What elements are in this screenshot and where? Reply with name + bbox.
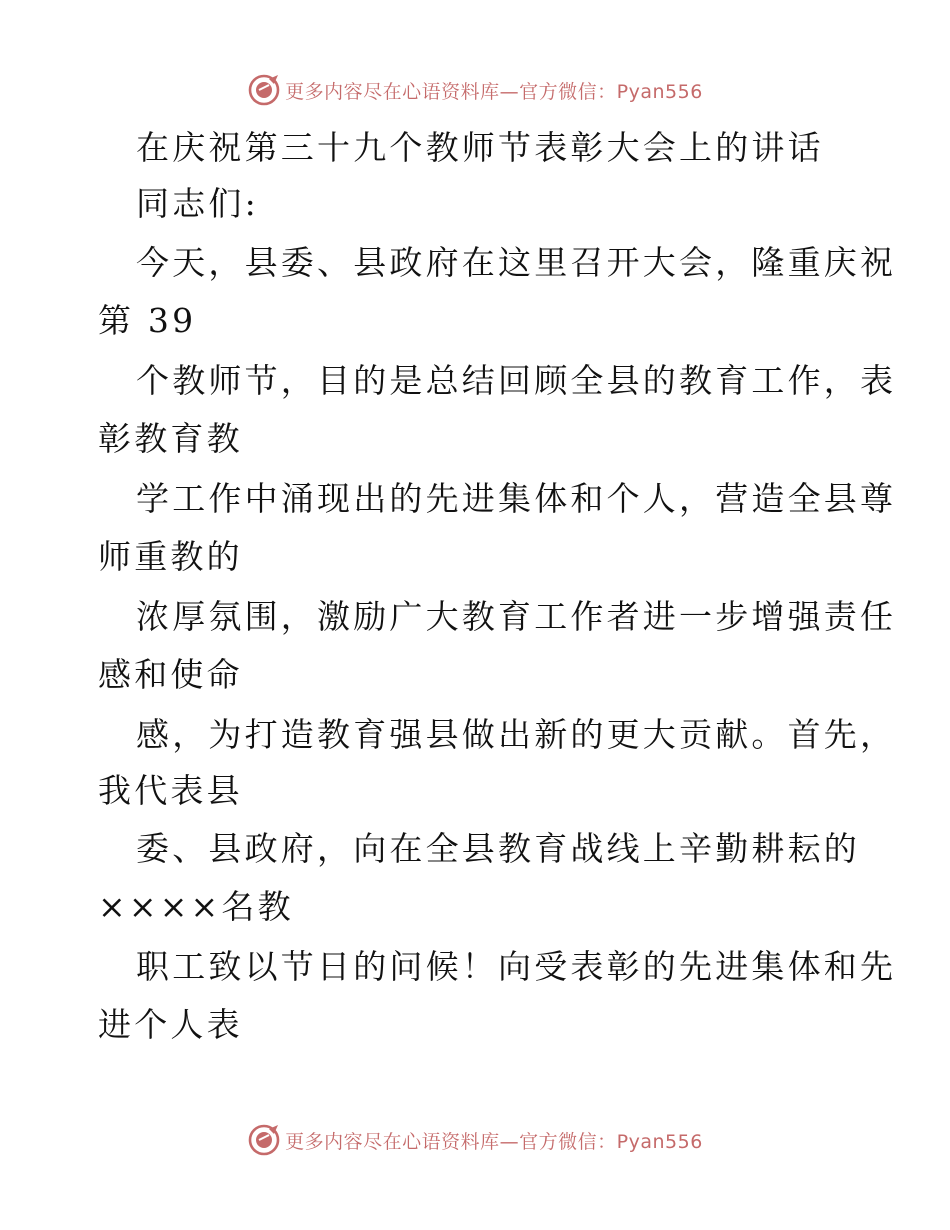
paragraph-line: 浓厚氛围，激励广大教育工作者进一步增强责任 <box>136 597 897 636</box>
paragraph-line: 委、县政府，向在全县教育战线上辛勤耕耘的 <box>136 829 860 868</box>
document-title: 在庆祝第三十九个教师节表彰大会上的讲话 <box>136 128 824 167</box>
paragraph-line: ××××名教 <box>98 887 294 926</box>
paragraph-line: 彰教育教 <box>98 419 243 458</box>
paragraph-line: 第 39 <box>98 301 197 340</box>
paragraph-line: 今天，县委、县政府在这里召开大会，隆重庆祝 <box>136 243 897 282</box>
watermark-text: 更多内容尽在心语资料库—官方微信：Pyan556 <box>285 80 703 103</box>
pen-nib-icon <box>247 1123 281 1157</box>
paragraph-line: 进个人表 <box>98 1005 243 1044</box>
paragraph-line: 师重教的 <box>98 537 243 576</box>
footer-watermark <box>0 1118 950 1162</box>
paragraph-line: 感和使命 <box>98 655 243 694</box>
salutation: 同志们: <box>136 184 259 223</box>
paragraph-line: 职工致以节日的问候！向受表彰的先进集体和先 <box>136 947 897 986</box>
paragraph-line: 学工作中涌现出的先进集体和个人，营造全县尊 <box>136 479 897 518</box>
paragraph-line: 我代表县 <box>98 771 243 810</box>
watermark-text: 更多内容尽在心语资料库—官方微信：Pyan556 <box>285 1130 703 1153</box>
paragraph-line: 个教师节，目的是总结回顾全县的教育工作，表 <box>136 361 897 400</box>
paragraph-line: 感，为打造教育强县做出新的更大贡献。首先， <box>136 715 897 754</box>
